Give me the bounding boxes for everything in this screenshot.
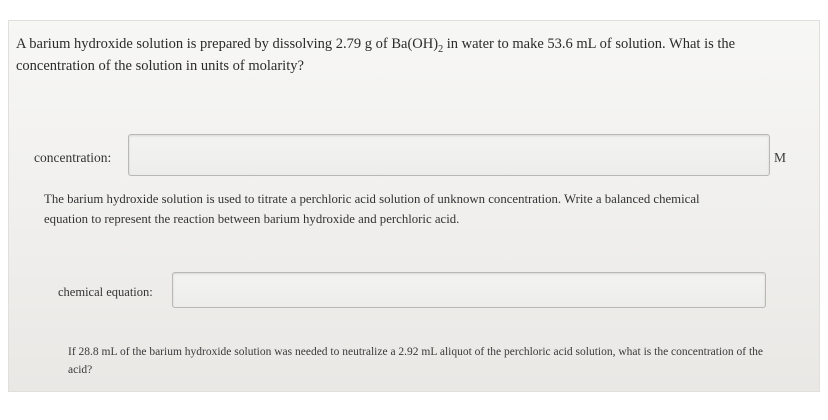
question-2-text: The barium hydroxide solution is used to titrate a perchloric acid solution of unknown concentration. Write a balanced chemical equation to represent the reaction between barium hydroxide and perchloric acid. <box>44 192 700 226</box>
concentration-input[interactable] <box>128 134 770 176</box>
question-1-text <box>16 33 806 77</box>
bottom-margin <box>0 392 828 420</box>
top-margin <box>0 0 828 20</box>
question-1-text-after-formula: in water to make 53.6 mL of solution. What is the concentration of the solution in units of molarity? <box>16 36 736 74</box>
formula-subscript: 2 <box>438 43 444 55</box>
question-3-text: If 28.8 mL of the barium hydroxide solution was needed to neutralize a 2.92 mL aliquot of the perchloric acid solution, what is the concentration of the acid? <box>68 346 764 376</box>
chemical-equation-input[interactable] <box>172 272 766 308</box>
question-1-text-before-formula: A barium hydroxide solution is prepared by dissolving 2.79 g of Ba(OH) <box>16 36 439 52</box>
molarity-unit-label: M <box>774 150 787 165</box>
chemical-equation-label: chemical equation: <box>58 285 153 299</box>
concentration-label: concentration: <box>34 150 112 165</box>
